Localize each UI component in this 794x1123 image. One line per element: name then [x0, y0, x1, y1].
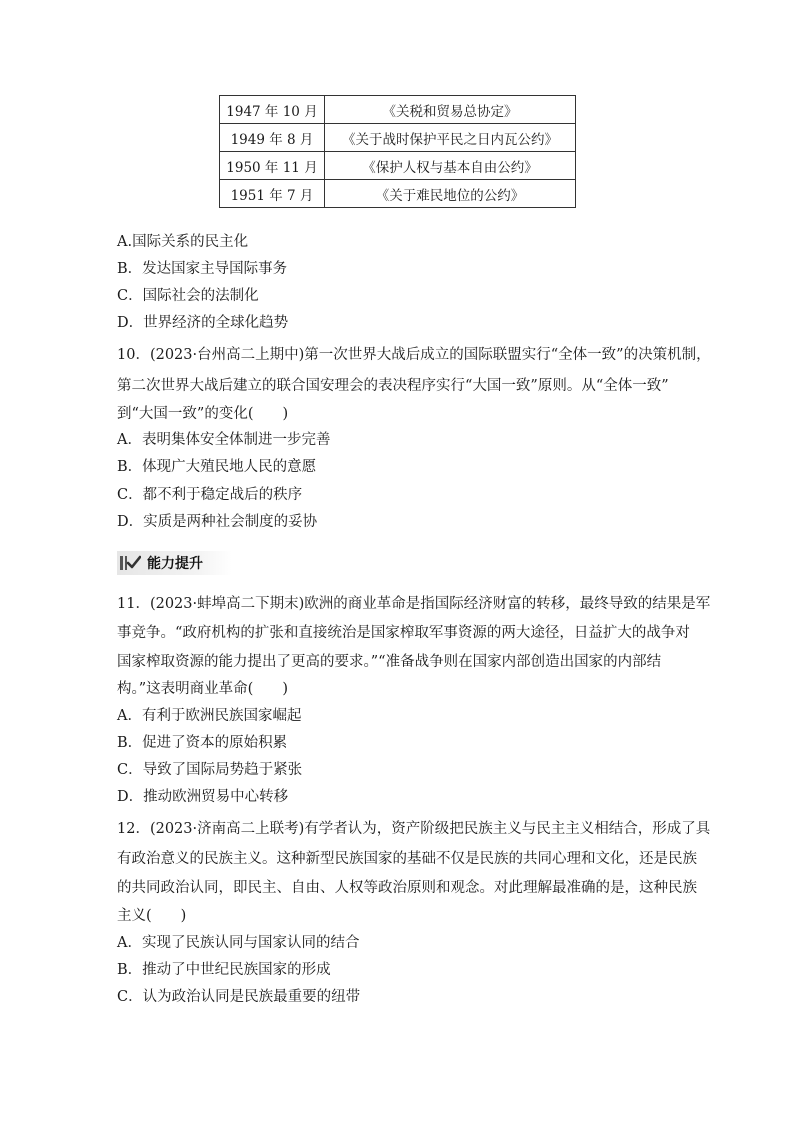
table-cell-document: 《关于难民地位的公约》 [325, 180, 576, 208]
table-row [220, 96, 576, 124]
q10-option-b: B．体现广大殖民地人民的意愿 [117, 459, 317, 475]
q11-stem-line-1: 11．(2023·蚌埠高二下期末)欧洲的商业革命是指国际经济财富的转移，最终导致的结果是军 [117, 596, 711, 612]
q10-stem-line-2: 第二次世界大战后建立的联合国安理会的表决程序实行“大国一致”原则。从“全体一致” [117, 378, 669, 394]
q10-option-a: A．表明集体安全体制进一步完善 [117, 432, 331, 448]
q12-option-c: C．认为政治认同是民族最重要的纽带 [117, 989, 361, 1005]
q12-stem-line-1: 12．(2023·济南高二上联考)有学者认为，资产阶级把民族主义与民主主义相结合，形成了具 [117, 821, 711, 837]
table-row [220, 152, 576, 180]
q12-stem-line-3: 的共同政治认同，即民主、自由、人权等政治原则和观念。对此理解最准确的是，这种民族 [117, 880, 697, 896]
q11-option-d: D．推动欧洲贸易中心转移 [117, 789, 289, 805]
q10-option-d: D．实质是两种社会制度的妥协 [117, 514, 318, 530]
checklist-icon [119, 554, 141, 572]
section-title: 能力提升 [147, 556, 203, 572]
q10-option-c: C．都不利于稳定战后的秩序 [117, 487, 303, 503]
q9-option-a: A.国际关系的民主化 [117, 234, 249, 250]
q9-option-b: B．发达国家主导国际事务 [117, 261, 288, 277]
table-cell-date: 1950 年 11 月 [220, 152, 325, 180]
q11-stem-line-3: 国家榨取资源的能力提出了更高的要求。”“准备战争则在国家内部创造出国家的内部结 [117, 654, 662, 670]
table-cell-document: 《关税和贸易总协定》 [325, 96, 576, 124]
section-header [117, 551, 232, 575]
q9-option-d: D．世界经济的全球化趋势 [117, 315, 289, 331]
q12-option-a: A．实现了民族认同与国家认同的结合 [117, 935, 360, 951]
table-cell-date: 1951 年 7 月 [220, 180, 325, 208]
q12-stem-line-2: 有政治意义的民族主义。这种新型民族国家的基础不仅是民族的共同心理和文化，还是民族 [117, 851, 697, 867]
q11-stem-line-2: 事竞争。“政府机构的扩张和直接统治是国家榨取军事资源的两大途径，日益扩大的战争对 [117, 625, 690, 641]
q10-stem-line-3: 到“大国一致”的变化( ) [117, 406, 289, 422]
q10-stem-line-1: 10．(2023·台州高二上期中)第一次世界大战后成立的国际联盟实行“全体一致”的决策机制， [117, 347, 711, 363]
q12-stem-line-4: 主义( ) [117, 908, 187, 924]
q11-option-c: C．导致了国际局势趋于紧张 [117, 762, 303, 778]
q11-option-a: A．有利于欧洲民族国家崛起 [117, 708, 302, 724]
table-row [220, 180, 576, 208]
table-cell-document: 《关于战时保护平民之日内瓦公约》 [325, 124, 576, 152]
treaty-table [219, 95, 576, 208]
table-cell-date: 1947 年 10 月 [220, 96, 325, 124]
q11-option-b: B．促进了资本的原始积累 [117, 735, 288, 751]
table-cell-document: 《保护人权与基本自由公约》 [325, 152, 576, 180]
q9-option-c: C．国际社会的法制化 [117, 288, 259, 304]
q11-stem-line-4: 构。”这表明商业革命( ) [117, 681, 288, 697]
table-row [220, 124, 576, 152]
table-cell-date: 1949 年 8 月 [220, 124, 325, 152]
q12-option-b: B．推动了中世纪民族国家的形成 [117, 962, 331, 978]
